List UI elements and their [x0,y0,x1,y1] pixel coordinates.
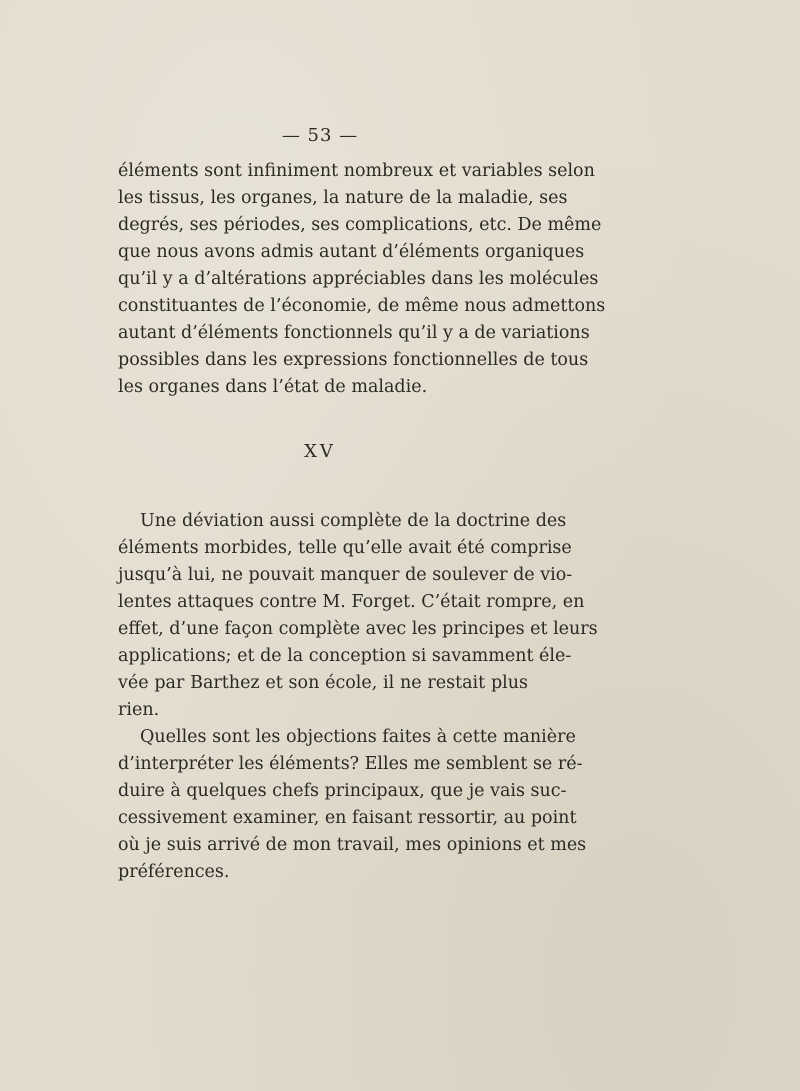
text-line: éléments morbides, telle qu’elle avait été comprise [118,538,572,558]
page-number: — 53 — [281,125,359,146]
text-line: préférences. [118,862,230,882]
text-line: autant d’éléments fonctionnels qu’il y a de variations [118,323,590,343]
text-line: applications; et de la conception si savamment éle- [118,646,572,666]
section-body [118,508,598,886]
text-line: degrés, ses périodes, ses complications, etc. De même [118,215,602,235]
text-line: constituantes de l’économie, de même nous admettons [118,296,606,316]
text-line: cessivement examiner, en faisant ressortir, au point [118,808,577,828]
text-line: éléments sont infiniment nombreux et variables selon [118,161,595,181]
text-line: Quelles sont les objections faites à cette manière [140,727,576,747]
text-line: rien. [118,700,160,720]
text-line: jusqu’à lui, ne pouvait manquer de soulever de vio- [118,565,573,585]
text-line: Une déviation aussi complète de la doctrine des [140,511,567,531]
text-line: les organes dans l’état de maladie. [118,377,428,397]
text-line: duire à quelques chefs principaux, que je vais suc- [118,781,567,801]
text-line: où je suis arrivé de mon travail, mes opinions et mes [118,835,587,855]
text-line: les tissus, les organes, la nature de la maladie, ses [118,188,568,208]
section-heading: XV [304,441,336,462]
text-line: d’interpréter les éléments? Elles me semblent se ré- [118,754,583,774]
text-line: lentes attaques contre M. Forget. C’était rompre, en [118,592,585,612]
paragraph-continued [118,158,606,401]
text-line: effet, d’une façon complète avec les principes et leurs [118,619,598,639]
text-line: qu’il y a d’altérations appréciables dans les molécules [118,269,599,289]
text-line: vée par Barthez et son école, il ne restait plus [118,673,528,693]
text-line: que nous avons admis autant d’éléments organiques [118,242,585,262]
text-line: possibles dans les expressions fonctionnelles de tous [118,350,589,370]
